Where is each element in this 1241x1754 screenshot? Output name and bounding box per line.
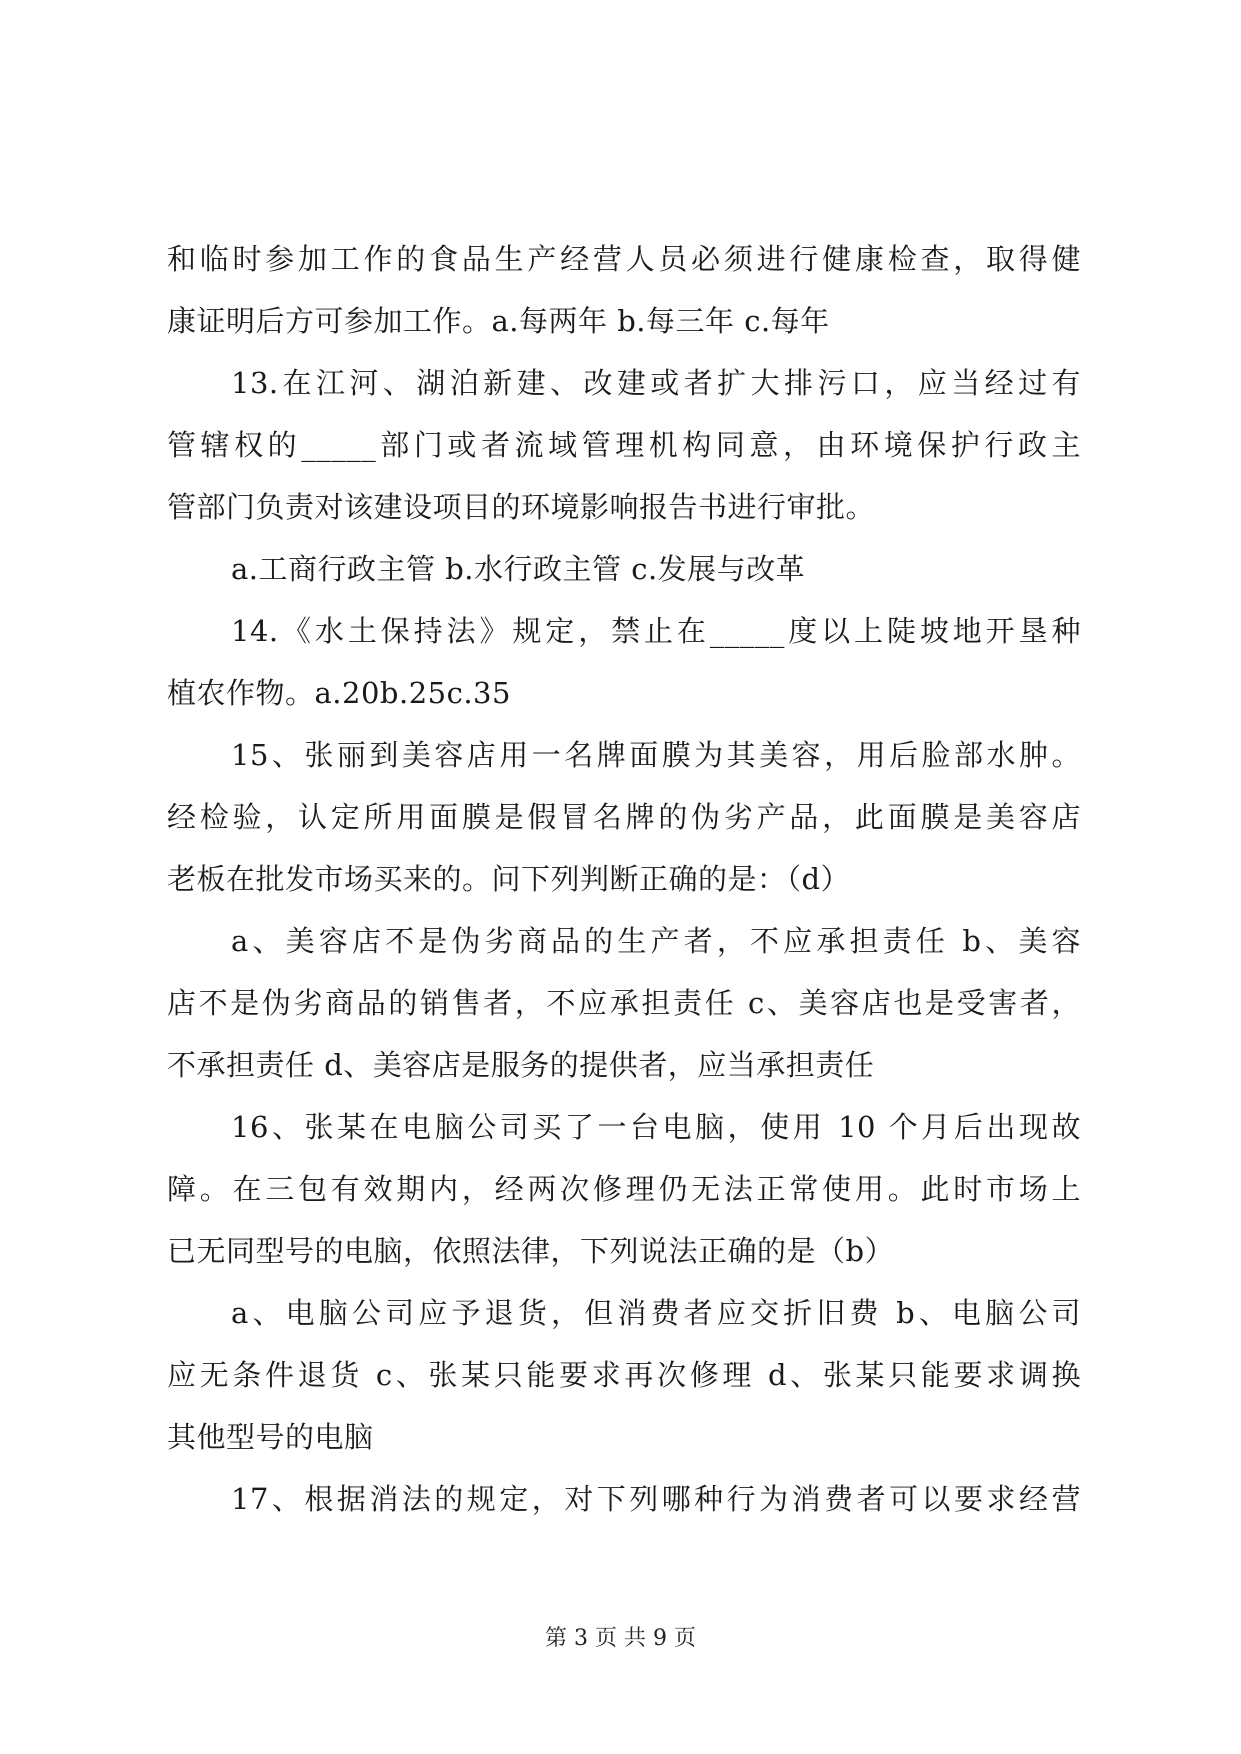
text-line: 其他型号的电脑 [167,1420,374,1454]
text-line: a、美容店不是伪劣商品的生产者，不应承担责任 b、美容 [231,924,1081,958]
text-line: 经检验，认定所用面膜是假冒名牌的伪劣产品，此面膜是美容店 [167,800,1081,834]
text-line: 植农作物。a.20b.25c.35 [167,676,511,710]
text-line: 13.在江河、湖泊新建、改建或者扩大排污口，应当经过有 [231,366,1081,400]
text-line: 15、张丽到美容店用一名牌面膜为其美容，用后脸部水肿。 [231,738,1081,772]
text-line: 老板在批发市场买来的。问下列判断正确的是：（d） [167,862,851,896]
text-line: 14.《水土保持法》规定，禁止在_____度以上陡坡地开垦种 [231,614,1081,648]
text-line: 管部门负责对该建设项目的环境影响报告书进行审批。 [167,490,876,524]
text-line: 17、根据消法的规定，对下列哪种行为消费者可以要求经营 [231,1482,1081,1516]
page-footer [0,1624,1241,1654]
text-line: 障。在三包有效期内，经两次修理仍无法正常使用。此时市场上 [167,1172,1081,1206]
text-line: 管辖权的_____部门或者流域管理机构同意，由环境保护行政主 [167,428,1081,462]
text-line: 已无同型号的电脑，依照法律，下列说法正确的是（b） [167,1234,895,1268]
text-line: 店不是伪劣商品的销售者，不应承担责任 c、美容店也是受害者， [167,986,1081,1020]
text-line: 和临时参加工作的食品生产经营人员必须进行健康检查，取得健 [167,242,1081,276]
page-number: 第 3 页 共 9 页 [545,1626,696,1651]
text-line: a.工商行政主管 b.水行政主管 c.发展与改革 [231,552,806,586]
text-line: 应无条件退货 c、张某只能要求再次修理 d、张某只能要求调换 [167,1358,1081,1392]
text-line: 康证明后方可参加工作。a.每两年 b.每三年 c.每年 [167,304,830,338]
body-text [167,228,1081,1530]
text-line: 不承担责任 d、美容店是服务的提供者，应当承担责任 [167,1048,875,1082]
text-line: a、电脑公司应予退货，但消费者应交折旧费 b、电脑公司 [231,1296,1081,1330]
text-line: 16、张某在电脑公司买了一台电脑，使用 10 个月后出现故 [231,1110,1081,1144]
